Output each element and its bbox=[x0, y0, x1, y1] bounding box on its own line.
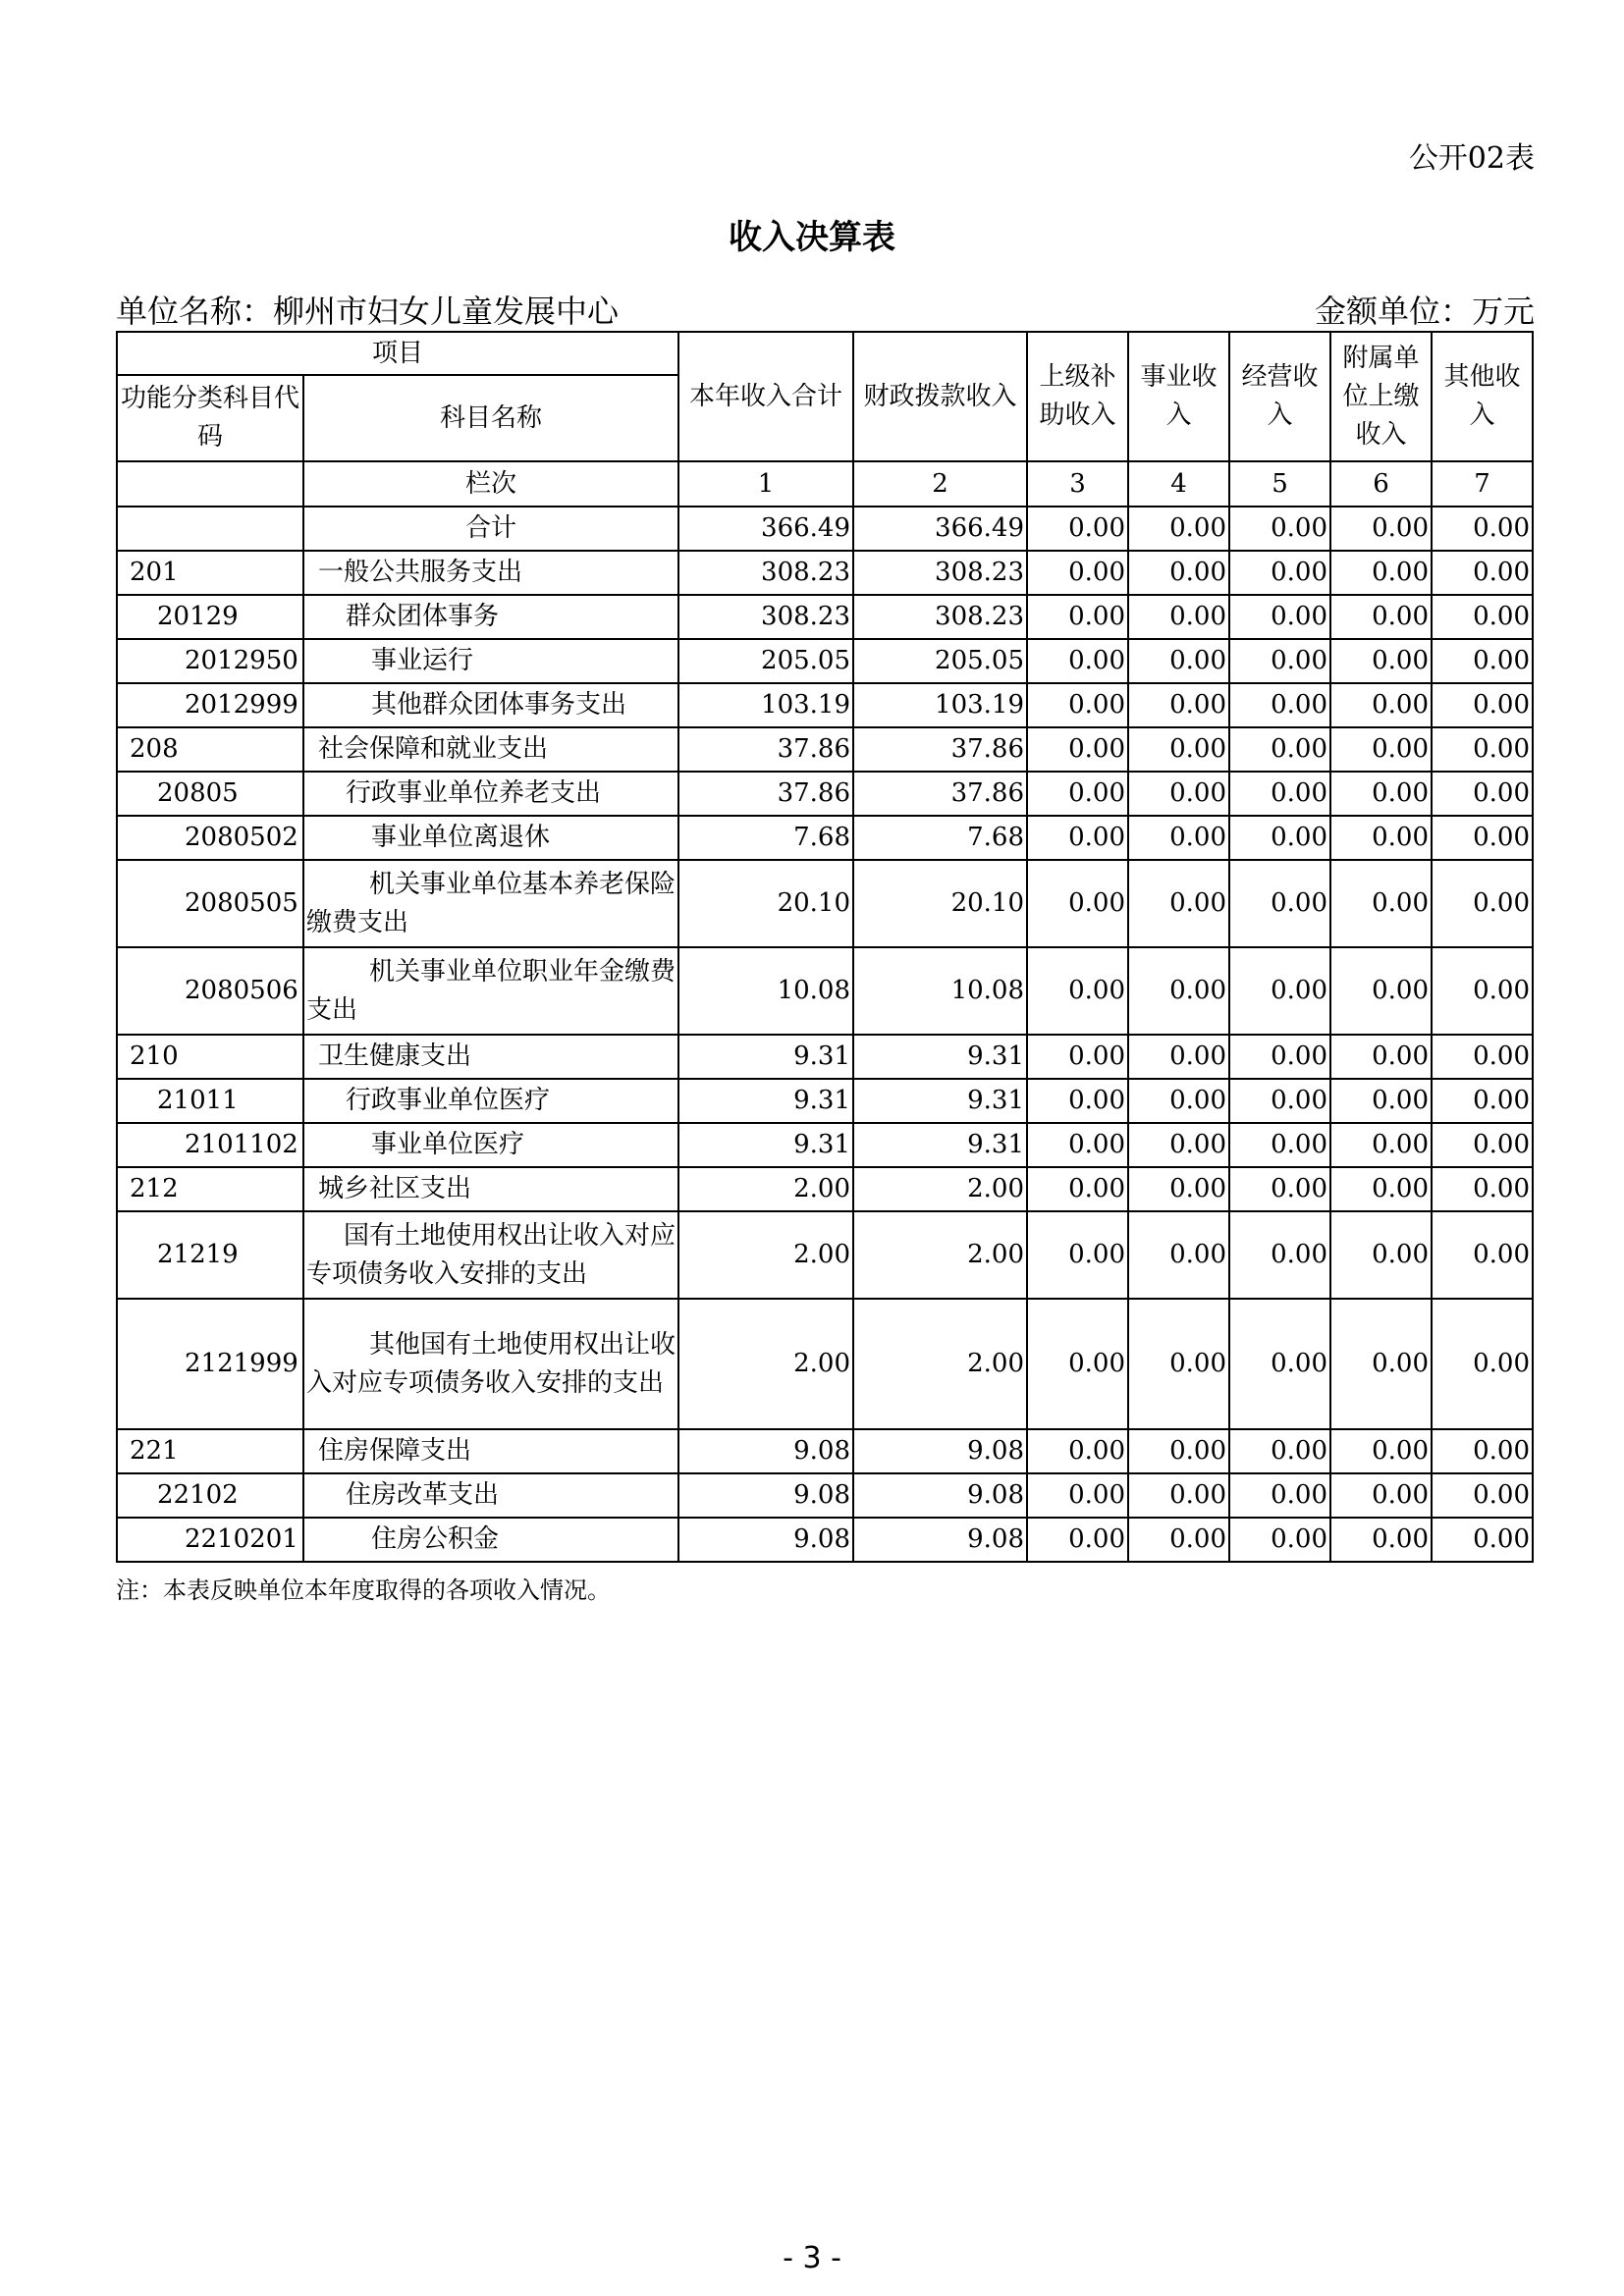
col-number: 5 bbox=[1229, 461, 1330, 507]
table-row bbox=[117, 639, 1533, 683]
row-value: 205.05 bbox=[678, 639, 853, 683]
row-value: 0.00 bbox=[1330, 816, 1432, 860]
row-value: 9.31 bbox=[678, 1079, 853, 1123]
row-value: 0.00 bbox=[1330, 1123, 1432, 1167]
row-value: 0.00 bbox=[1128, 1211, 1229, 1299]
row-value: 0.00 bbox=[1229, 772, 1330, 816]
row-value: 9.31 bbox=[853, 1035, 1027, 1079]
row-value: 0.00 bbox=[1229, 551, 1330, 595]
table-row bbox=[117, 727, 1533, 772]
row-value: 2.00 bbox=[678, 1299, 853, 1429]
row-value: 0.00 bbox=[1432, 551, 1533, 595]
row-value: 0.00 bbox=[1229, 1429, 1330, 1473]
row-name: 一般公共服务支出 bbox=[303, 551, 678, 595]
table-row bbox=[117, 1473, 1533, 1518]
header-col-total: 本年收入合计 bbox=[678, 332, 853, 461]
row-code: 2210201 bbox=[117, 1518, 303, 1562]
table-row bbox=[117, 1167, 1533, 1211]
row-value: 0.00 bbox=[1229, 1035, 1330, 1079]
row-value: 308.23 bbox=[678, 595, 853, 639]
row-name: 事业单位医疗 bbox=[303, 1123, 678, 1167]
table-row bbox=[117, 772, 1533, 816]
row-value: 0.00 bbox=[1128, 1079, 1229, 1123]
row-code: 2012950 bbox=[117, 639, 303, 683]
row-value: 0.00 bbox=[1128, 947, 1229, 1035]
row-value: 0.00 bbox=[1128, 1299, 1229, 1429]
row-value: 0.00 bbox=[1432, 1473, 1533, 1518]
row-name: 机关事业单位基本养老保险缴费支出 bbox=[303, 860, 678, 947]
row-value: 0.00 bbox=[1229, 727, 1330, 772]
table-row bbox=[117, 1429, 1533, 1473]
row-value: 103.19 bbox=[853, 683, 1027, 727]
row-value: 0.00 bbox=[1432, 507, 1533, 551]
row-value: 0.00 bbox=[1128, 1473, 1229, 1518]
row-value: 9.08 bbox=[853, 1473, 1027, 1518]
col-number: 1 bbox=[678, 461, 853, 507]
row-code: 20805 bbox=[117, 772, 303, 816]
row-name: 卫生健康支出 bbox=[303, 1035, 678, 1079]
row-code bbox=[117, 507, 303, 551]
row-value: 0.00 bbox=[1330, 947, 1432, 1035]
row-code: 212 bbox=[117, 1167, 303, 1211]
table-row bbox=[117, 507, 1533, 551]
row-value: 0.00 bbox=[1027, 639, 1128, 683]
row-value: 0.00 bbox=[1229, 860, 1330, 947]
index-row-label: 栏次 bbox=[303, 461, 678, 507]
header-col-operating: 经营收入 bbox=[1229, 332, 1330, 461]
row-value: 0.00 bbox=[1027, 772, 1128, 816]
row-value: 0.00 bbox=[1229, 595, 1330, 639]
row-value: 0.00 bbox=[1027, 947, 1128, 1035]
row-value: 0.00 bbox=[1027, 860, 1128, 947]
row-value: 0.00 bbox=[1432, 727, 1533, 772]
col-number: 7 bbox=[1432, 461, 1533, 507]
row-value: 0.00 bbox=[1432, 816, 1533, 860]
row-value: 2.00 bbox=[853, 1167, 1027, 1211]
row-value: 0.00 bbox=[1229, 1473, 1330, 1518]
row-value: 366.49 bbox=[678, 507, 853, 551]
row-value: 0.00 bbox=[1128, 1123, 1229, 1167]
row-value: 205.05 bbox=[853, 639, 1027, 683]
row-code: 2121999 bbox=[117, 1299, 303, 1429]
header-col-other: 其他收入 bbox=[1432, 332, 1533, 461]
row-value: 308.23 bbox=[678, 551, 853, 595]
row-value: 0.00 bbox=[1432, 595, 1533, 639]
row-value: 0.00 bbox=[1027, 1299, 1128, 1429]
row-value: 9.31 bbox=[678, 1035, 853, 1079]
row-value: 0.00 bbox=[1432, 1167, 1533, 1211]
row-value: 0.00 bbox=[1229, 1518, 1330, 1562]
row-code: 21219 bbox=[117, 1211, 303, 1299]
row-value: 0.00 bbox=[1128, 772, 1229, 816]
row-value: 0.00 bbox=[1027, 507, 1128, 551]
row-value: 308.23 bbox=[853, 595, 1027, 639]
row-code: 208 bbox=[117, 727, 303, 772]
table-row bbox=[117, 1518, 1533, 1562]
row-value: 20.10 bbox=[853, 860, 1027, 947]
row-value: 0.00 bbox=[1027, 1518, 1128, 1562]
table-row bbox=[117, 947, 1533, 1035]
row-name: 住房公积金 bbox=[303, 1518, 678, 1562]
row-value: 0.00 bbox=[1128, 860, 1229, 947]
row-value: 10.08 bbox=[678, 947, 853, 1035]
row-name: 机关事业单位职业年金缴费支出 bbox=[303, 947, 678, 1035]
row-name: 群众团体事务 bbox=[303, 595, 678, 639]
row-value: 20.10 bbox=[678, 860, 853, 947]
row-value: 7.68 bbox=[678, 816, 853, 860]
row-name: 行政事业单位养老支出 bbox=[303, 772, 678, 816]
table-row bbox=[117, 1079, 1533, 1123]
row-value: 9.08 bbox=[678, 1473, 853, 1518]
row-value: 0.00 bbox=[1330, 1035, 1432, 1079]
row-code: 2012999 bbox=[117, 683, 303, 727]
header-item: 项目 bbox=[117, 332, 678, 375]
row-value: 0.00 bbox=[1432, 1429, 1533, 1473]
row-value: 0.00 bbox=[1330, 683, 1432, 727]
row-value: 0.00 bbox=[1128, 1035, 1229, 1079]
row-name: 行政事业单位医疗 bbox=[303, 1079, 678, 1123]
row-value: 0.00 bbox=[1128, 816, 1229, 860]
row-value: 0.00 bbox=[1330, 1299, 1432, 1429]
footnote: 注：本表反映单位本年度取得的各项收入情况。 bbox=[116, 1576, 611, 1604]
row-name: 住房保障支出 bbox=[303, 1429, 678, 1473]
row-value: 0.00 bbox=[1229, 816, 1330, 860]
row-value: 37.86 bbox=[853, 727, 1027, 772]
row-name: 城乡社区支出 bbox=[303, 1167, 678, 1211]
row-value: 0.00 bbox=[1128, 1429, 1229, 1473]
row-value: 9.31 bbox=[853, 1079, 1027, 1123]
header-col-affiliated: 附属单位上缴收入 bbox=[1330, 332, 1432, 461]
row-code: 2080505 bbox=[117, 860, 303, 947]
row-name: 合计 bbox=[303, 507, 678, 551]
row-value: 0.00 bbox=[1128, 727, 1229, 772]
unit-name: 单位名称：柳州市妇女儿童发展中心 bbox=[116, 293, 620, 330]
row-value: 0.00 bbox=[1027, 551, 1128, 595]
table-row bbox=[117, 683, 1533, 727]
row-value: 0.00 bbox=[1330, 507, 1432, 551]
table-row bbox=[117, 860, 1533, 947]
row-value: 0.00 bbox=[1027, 1123, 1128, 1167]
row-value: 0.00 bbox=[1330, 1211, 1432, 1299]
row-value: 0.00 bbox=[1432, 947, 1533, 1035]
row-value: 0.00 bbox=[1330, 639, 1432, 683]
row-value: 0.00 bbox=[1432, 772, 1533, 816]
row-value: 0.00 bbox=[1027, 1211, 1128, 1299]
row-value: 0.00 bbox=[1432, 1035, 1533, 1079]
row-name: 社会保障和就业支出 bbox=[303, 727, 678, 772]
row-code: 221 bbox=[117, 1429, 303, 1473]
row-value: 0.00 bbox=[1330, 772, 1432, 816]
row-value: 10.08 bbox=[853, 947, 1027, 1035]
row-value: 9.08 bbox=[678, 1429, 853, 1473]
row-value: 2.00 bbox=[853, 1299, 1027, 1429]
row-value: 0.00 bbox=[1432, 683, 1533, 727]
table-row bbox=[117, 551, 1533, 595]
row-value: 0.00 bbox=[1330, 551, 1432, 595]
row-value: 0.00 bbox=[1027, 727, 1128, 772]
header-col-superior: 上级补助收入 bbox=[1027, 332, 1128, 461]
row-value: 37.86 bbox=[853, 772, 1027, 816]
row-value: 0.00 bbox=[1128, 507, 1229, 551]
row-value: 0.00 bbox=[1128, 683, 1229, 727]
row-value: 9.08 bbox=[678, 1518, 853, 1562]
row-name: 事业单位离退休 bbox=[303, 816, 678, 860]
table-row bbox=[117, 1035, 1533, 1079]
row-value: 0.00 bbox=[1432, 1211, 1533, 1299]
row-value: 366.49 bbox=[853, 507, 1027, 551]
row-name: 住房改革支出 bbox=[303, 1473, 678, 1518]
row-name: 其他群众团体事务支出 bbox=[303, 683, 678, 727]
row-value: 0.00 bbox=[1128, 1167, 1229, 1211]
row-name: 事业运行 bbox=[303, 639, 678, 683]
row-value: 0.00 bbox=[1330, 1473, 1432, 1518]
row-value: 0.00 bbox=[1330, 1079, 1432, 1123]
income-table bbox=[116, 331, 1534, 1563]
col-number: 4 bbox=[1128, 461, 1229, 507]
row-value: 0.00 bbox=[1330, 595, 1432, 639]
row-name: 其他国有土地使用权出让收入对应专项债务收入安排的支出 bbox=[303, 1299, 678, 1429]
row-value: 0.00 bbox=[1128, 1518, 1229, 1562]
header-name: 科目名称 bbox=[303, 375, 678, 461]
row-value: 0.00 bbox=[1027, 595, 1128, 639]
table-row bbox=[117, 1211, 1533, 1299]
row-value: 9.31 bbox=[853, 1123, 1027, 1167]
row-value: 7.68 bbox=[853, 816, 1027, 860]
row-value: 308.23 bbox=[853, 551, 1027, 595]
index-row-blank bbox=[117, 461, 303, 507]
row-value: 9.08 bbox=[853, 1429, 1027, 1473]
row-value: 0.00 bbox=[1432, 1123, 1533, 1167]
row-code: 2080502 bbox=[117, 816, 303, 860]
row-value: 0.00 bbox=[1330, 1429, 1432, 1473]
row-value: 0.00 bbox=[1229, 1079, 1330, 1123]
row-value: 0.00 bbox=[1229, 507, 1330, 551]
row-value: 0.00 bbox=[1229, 1123, 1330, 1167]
row-value: 0.00 bbox=[1027, 683, 1128, 727]
amount-unit: 金额单位：万元 bbox=[1314, 293, 1535, 330]
form-id: 公开02表 bbox=[1408, 141, 1535, 176]
row-value: 0.00 bbox=[1128, 595, 1229, 639]
row-value: 0.00 bbox=[1229, 683, 1330, 727]
row-code: 201 bbox=[117, 551, 303, 595]
row-value: 0.00 bbox=[1229, 639, 1330, 683]
row-code: 2080506 bbox=[117, 947, 303, 1035]
row-value: 0.00 bbox=[1027, 1429, 1128, 1473]
row-value: 37.86 bbox=[678, 772, 853, 816]
row-value: 9.08 bbox=[853, 1518, 1027, 1562]
page-title: 收入决算表 bbox=[729, 218, 895, 257]
header-col-business: 事业收入 bbox=[1128, 332, 1229, 461]
row-value: 0.00 bbox=[1229, 1167, 1330, 1211]
header-col-fiscal: 财政拨款收入 bbox=[853, 332, 1027, 461]
row-value: 0.00 bbox=[1432, 1518, 1533, 1562]
row-code: 2101102 bbox=[117, 1123, 303, 1167]
header-code: 功能分类科目代码 bbox=[117, 375, 303, 461]
row-value: 0.00 bbox=[1330, 727, 1432, 772]
row-value: 0.00 bbox=[1432, 1299, 1533, 1429]
row-code: 20129 bbox=[117, 595, 303, 639]
row-code: 21011 bbox=[117, 1079, 303, 1123]
row-value: 0.00 bbox=[1027, 1167, 1128, 1211]
row-value: 0.00 bbox=[1432, 1079, 1533, 1123]
row-value: 0.00 bbox=[1330, 860, 1432, 947]
col-number: 2 bbox=[853, 461, 1027, 507]
row-code: 22102 bbox=[117, 1473, 303, 1518]
row-value: 2.00 bbox=[853, 1211, 1027, 1299]
row-value: 0.00 bbox=[1128, 639, 1229, 683]
row-value: 2.00 bbox=[678, 1211, 853, 1299]
row-value: 0.00 bbox=[1229, 1299, 1330, 1429]
table-row bbox=[117, 1123, 1533, 1167]
row-name: 国有土地使用权出让收入对应专项债务收入安排的支出 bbox=[303, 1211, 678, 1299]
page-number: - 3 - bbox=[783, 2241, 841, 2275]
row-value: 103.19 bbox=[678, 683, 853, 727]
table-row bbox=[117, 595, 1533, 639]
row-value: 0.00 bbox=[1229, 1211, 1330, 1299]
row-value: 0.00 bbox=[1027, 816, 1128, 860]
table-row bbox=[117, 816, 1533, 860]
row-code: 210 bbox=[117, 1035, 303, 1079]
row-value: 0.00 bbox=[1027, 1079, 1128, 1123]
row-value: 37.86 bbox=[678, 727, 853, 772]
row-value: 0.00 bbox=[1229, 947, 1330, 1035]
row-value: 0.00 bbox=[1330, 1167, 1432, 1211]
col-number: 6 bbox=[1330, 461, 1432, 507]
row-value: 0.00 bbox=[1432, 639, 1533, 683]
row-value: 0.00 bbox=[1027, 1035, 1128, 1079]
row-value: 0.00 bbox=[1330, 1518, 1432, 1562]
row-value: 9.31 bbox=[678, 1123, 853, 1167]
row-value: 0.00 bbox=[1027, 1473, 1128, 1518]
row-value: 0.00 bbox=[1128, 551, 1229, 595]
table-row bbox=[117, 1299, 1533, 1429]
row-value: 0.00 bbox=[1432, 860, 1533, 947]
col-number: 3 bbox=[1027, 461, 1128, 507]
row-value: 2.00 bbox=[678, 1167, 853, 1211]
